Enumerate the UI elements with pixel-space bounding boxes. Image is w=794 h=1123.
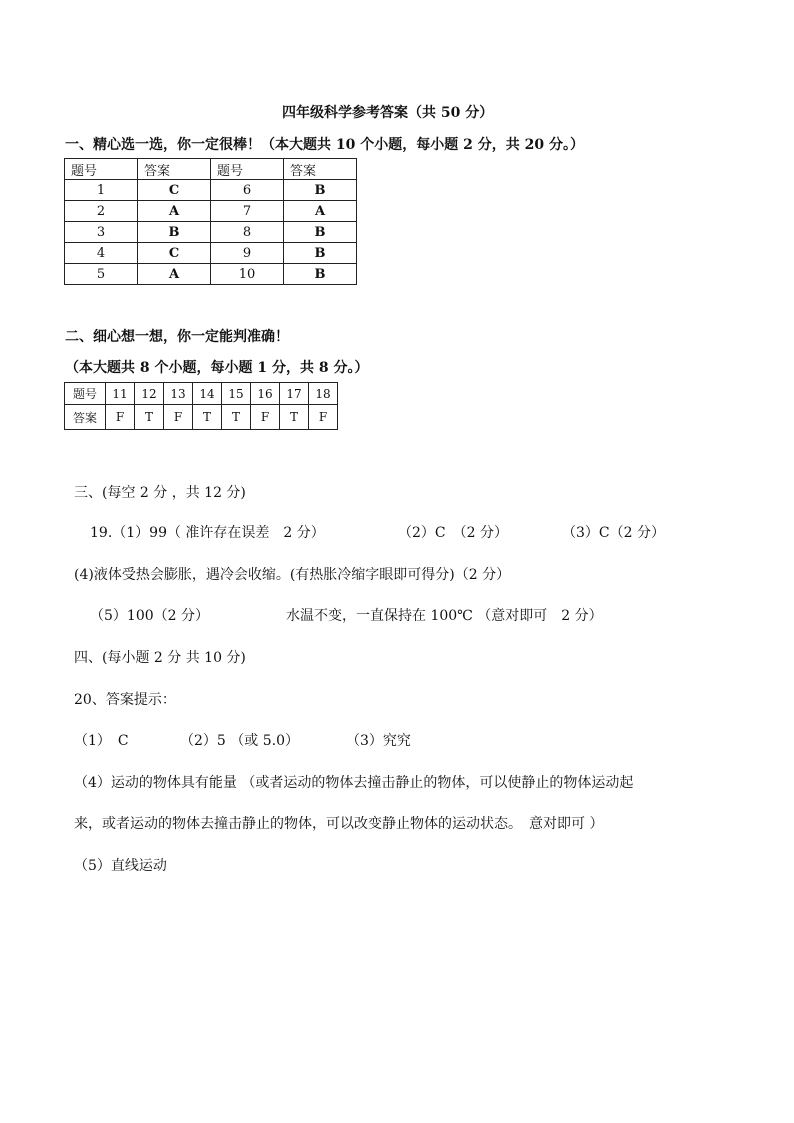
table-row — [65, 243, 357, 264]
question-number: 8 — [211, 222, 284, 243]
q19-part5-explanation: 水温不变，一直保持在 100℃ （意对即可 2 分） — [286, 608, 603, 624]
question-number: 5 — [65, 264, 138, 285]
question-number: 18 — [309, 383, 338, 405]
question-number: 17 — [280, 383, 309, 405]
answer-cell: B — [284, 264, 357, 285]
answer-cell: T — [135, 405, 164, 430]
header-cell: 答案 — [138, 159, 211, 180]
question-number: 6 — [211, 180, 284, 201]
section3-heading: 三、(每空 2 分 ，共 12 分) — [74, 485, 246, 501]
q20-part2: （2）5 （或 5.0） — [180, 733, 299, 749]
header-cell: 题号 — [211, 159, 284, 180]
q19-part3: （3）C（2 分） — [562, 525, 665, 541]
answer-cell: C — [138, 180, 211, 201]
question-number: 9 — [211, 243, 284, 264]
table-row — [65, 222, 357, 243]
q19-part2: （2）C （2 分） — [398, 525, 508, 541]
answer-cell: A — [138, 264, 211, 285]
answer-cell: C — [138, 243, 211, 264]
true-false-answer-table — [64, 382, 338, 430]
table-row — [65, 264, 357, 285]
q19-part5-answer: （5）100（2 分） — [90, 608, 209, 624]
answer-cell: F — [106, 405, 135, 430]
question-number: 15 — [222, 383, 251, 405]
question-number: 11 — [106, 383, 135, 405]
q20-part5: （5）直线运动 — [74, 858, 167, 874]
answer-cell: T — [280, 405, 309, 430]
q20-part4-line2: 来，或者运动的物体去撞击静止的物体，可以改变静止物体的运动状态。 意对即可 ） — [74, 816, 604, 832]
q20-part4-line1: （4）运动的物体具有能量 （或者运动的物体去撞击静止的物体，可以使静止的物体运动起 — [74, 775, 634, 791]
q19-part4: (4)液体受热会膨胀，遇冷会收缩。(有热胀冷缩字眼即可得分)（2 分） — [74, 567, 511, 583]
answer-cell: B — [284, 243, 357, 264]
question-number: 10 — [211, 264, 284, 285]
question-number: 12 — [135, 383, 164, 405]
table-row — [65, 180, 357, 201]
answer-cell: B — [138, 222, 211, 243]
question-number: 16 — [251, 383, 280, 405]
q20-label: 20、答案提示： — [74, 692, 176, 708]
question-number: 4 — [65, 243, 138, 264]
q19-part1: 19.（1）99（ 准许存在误差 2 分） — [90, 525, 325, 541]
row-label: 答案 — [65, 405, 106, 430]
question-number: 1 — [65, 180, 138, 201]
answer-cell: A — [284, 201, 357, 222]
section4-heading: 四、(每小题 2 分 共 10 分) — [74, 650, 246, 666]
question-number: 2 — [65, 201, 138, 222]
section2-heading: 二、细心想一想，你一定能判准确！ — [65, 329, 289, 345]
answer-cell: B — [284, 222, 357, 243]
table-header-row — [65, 159, 357, 180]
question-number: 13 — [164, 383, 193, 405]
question-number: 3 — [65, 222, 138, 243]
table-row — [65, 405, 338, 430]
answer-cell: A — [138, 201, 211, 222]
page-title: 四年级科学参考答案（共 50 分） — [282, 105, 494, 121]
table-row — [65, 201, 357, 222]
answer-cell: B — [284, 180, 357, 201]
question-number: 7 — [211, 201, 284, 222]
header-cell: 答案 — [284, 159, 357, 180]
multiple-choice-answer-table — [64, 158, 357, 285]
q20-part3: （3）究究 — [346, 733, 411, 749]
header-cell: 题号 — [65, 159, 138, 180]
question-number: 14 — [193, 383, 222, 405]
answer-cell: F — [164, 405, 193, 430]
answer-cell: F — [309, 405, 338, 430]
answer-cell: T — [222, 405, 251, 430]
row-label: 题号 — [65, 383, 106, 405]
answer-cell: T — [193, 405, 222, 430]
section1-heading: 一、精心选一选，你一定很棒！（本大题共 10 个小题，每小题 2 分，共 20 分。） — [65, 137, 584, 153]
section2-subheading: （本大题共 8 个小题，每小题 1 分，共 8 分。） — [65, 360, 369, 376]
table-row — [65, 383, 338, 405]
answer-cell: F — [251, 405, 280, 430]
q20-part1: （1） C — [74, 733, 129, 749]
